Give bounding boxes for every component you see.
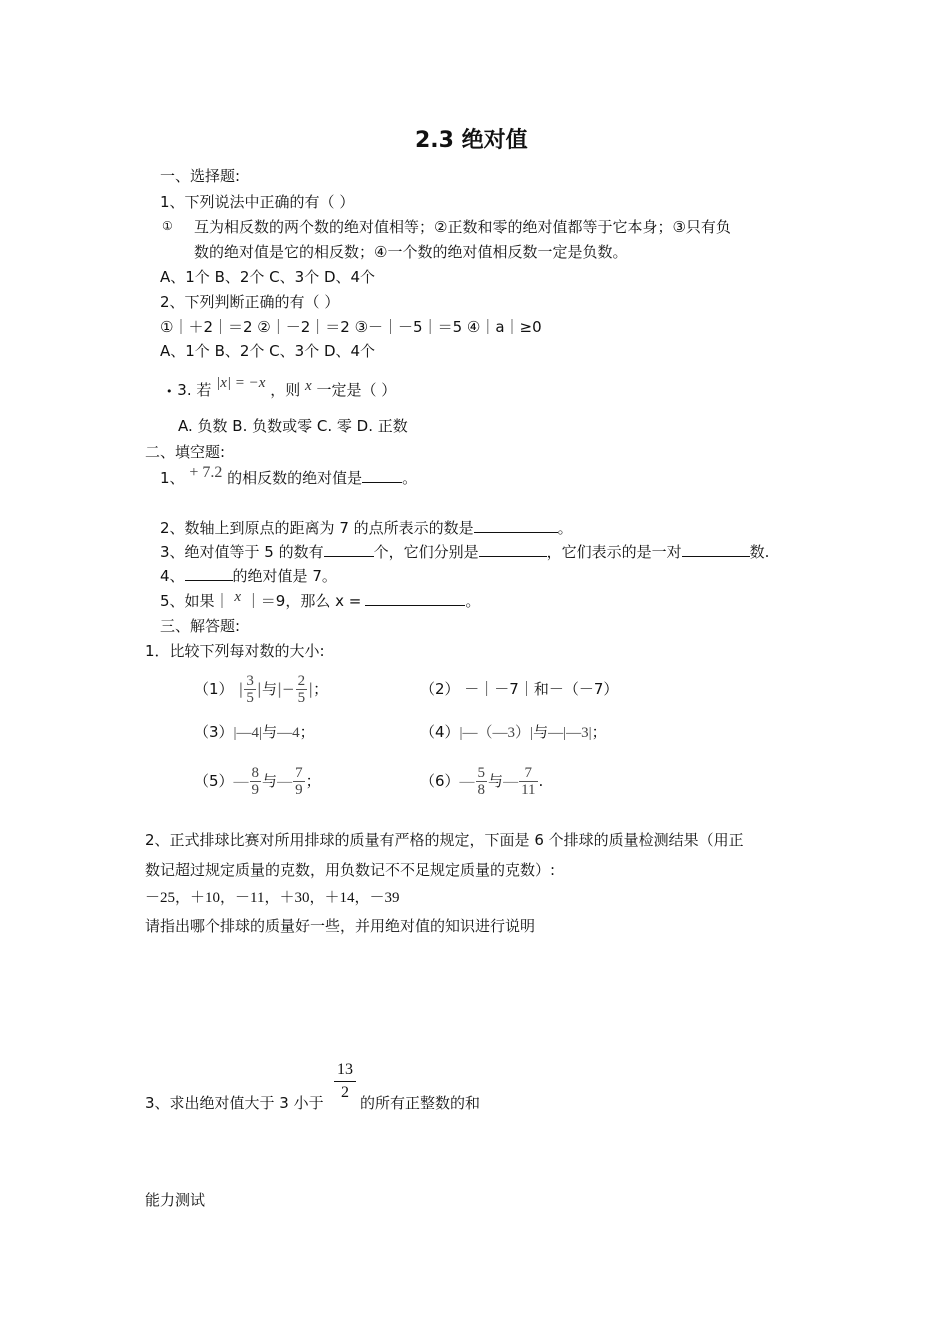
f3-text-d: 数.: [749, 543, 770, 561]
p3-numerator: 13: [334, 1061, 356, 1082]
f4-text-b: 的绝对值是 7。: [232, 567, 337, 585]
p1-stem: 1．比较下列每对数的大小:: [145, 642, 325, 660]
compare-6: （6）— $\frac{5}{8}$ 与— $\frac{7}{11}$ .: [420, 765, 544, 798]
compare-1-end: ；: [313, 680, 329, 698]
compare-3-a: |—4|: [233, 725, 263, 741]
compare-6-mid: 与: [488, 772, 504, 790]
compare-5-end: ；: [305, 772, 321, 790]
compare-5: （5）— $\frac{8}{9}$ 与— $\frac{7}{9}$ ；: [194, 765, 321, 798]
compare-4-mid: 与: [533, 723, 549, 741]
q3-prefix: 3. 若: [177, 381, 212, 399]
compare-6-frac-a: $\frac{5}{8}$: [477, 765, 486, 798]
compare-3-b: —4: [277, 725, 300, 741]
f2-blank: [474, 518, 558, 533]
compare-4-label: （4）: [420, 723, 460, 741]
p3-fraction: [334, 1061, 356, 1102]
compare-3-label: （3）: [194, 723, 234, 741]
f5-blank: [365, 591, 465, 606]
compare-1-mid: 与: [261, 680, 277, 698]
compare-5-frac-b: $\frac{7}{9}$: [295, 765, 303, 798]
f4-text-a: 4、: [160, 567, 185, 585]
compare-6-label: （6）: [420, 772, 460, 790]
p3-denominator: 2: [341, 1084, 349, 1101]
compare-1-frac-b: $\frac{2}{5}$: [297, 673, 306, 706]
footer-label: 能力测试: [145, 1191, 206, 1209]
f2-line: [160, 518, 573, 538]
p2-values: －25，＋10，－11，＋30，＋14，－39: [145, 890, 400, 906]
compare-6-frac-b: $\frac{7}{11}$: [521, 765, 536, 798]
p2-line1: 2、正式排球比赛对所用排球的质量有严格的规定，下面是 6 个排球的质量检测结果（用正: [145, 831, 744, 849]
q1-line2: 数的绝对值是它的相反数；④一个数的绝对值相反数一定是负数。: [194, 243, 628, 261]
f5-line: [160, 591, 480, 612]
compare-1-label: （1）: [194, 680, 234, 698]
section-heading-choice: 一、选择题:: [160, 167, 241, 185]
compare-3-end: ；: [299, 723, 315, 741]
compare-5-label: （5）: [194, 772, 234, 790]
f3-line: [160, 542, 769, 562]
q1-stem: 1、下列说法中正确的有（ ）: [160, 193, 355, 211]
p3-text-b: 的所有正整数的和: [360, 1094, 481, 1112]
compare-5-frac-a: $\frac{8}{9}$: [251, 765, 260, 798]
q2-items: ①｜＋2｜＝2 ②｜－2｜＝2 ③－｜－5｜＝5 ④｜a｜≥0: [160, 318, 542, 336]
compare-1: （1） | $\frac{3}{5}$ |与|− $\frac{2}{5}$ |；: [194, 673, 329, 706]
f5-var: x: [234, 589, 241, 605]
q2-options: A、1个 B、2个 C、3个 D、4个: [160, 342, 376, 360]
q3-line: [166, 375, 397, 402]
q1-options: A、1个 B、2个 C、3个 D、4个: [160, 268, 376, 286]
q3-suffix: 一定是（ ）: [316, 381, 397, 399]
f2-end: 。: [557, 519, 573, 537]
p3-text-a: 3、求出绝对值大于 3 小于: [145, 1094, 324, 1112]
q2-stem: 2、下列判断正确的有（ ）: [160, 293, 340, 311]
compare-4-a: |—（—3）|: [459, 725, 534, 741]
compare-5-mid: 与: [262, 772, 278, 790]
f3-text-a: 3、绝对值等于 5 的数有: [160, 543, 324, 561]
f5-end: 。: [465, 592, 481, 610]
f1-end: 。: [402, 469, 418, 487]
f5-text-b: ｜＝9，那么 x =: [245, 592, 362, 610]
q3-var: x: [305, 378, 312, 394]
compare-4-b: —|—3|: [548, 725, 592, 741]
f1-prefix: 1、: [160, 469, 185, 487]
compare-4-end: ；: [591, 723, 607, 741]
p2-ask: 请指出哪个排球的质量好一些，并用绝对值的知识进行说明: [145, 917, 536, 935]
q1-marker: ①: [162, 219, 173, 233]
f1-line: [160, 464, 418, 489]
f3-blank-2: [479, 542, 547, 557]
q3-options: A. 负数 B. 负数或零 C. 零 D. 正数: [178, 417, 408, 435]
compare-3: [194, 722, 315, 743]
q1-line1: 互为相反数的两个数的绝对值相等；②正数和零的绝对值都等于它本身；③只有负: [194, 218, 731, 236]
compare-4: [420, 722, 607, 743]
f3-text-b: 个，它们分别是: [373, 543, 479, 561]
f1-blank: [362, 468, 402, 483]
compare-6-end: .: [538, 772, 544, 790]
section-heading-fill: 二、填空题:: [145, 443, 226, 461]
section-heading-answer: 三、解答题:: [160, 617, 241, 635]
q3-middle: ，则: [270, 381, 301, 399]
f1-value: + 7.2: [189, 464, 223, 481]
q3-bullet: •: [166, 385, 173, 398]
compare-3-mid: 与: [262, 723, 278, 741]
compare-2: （2） －｜－7｜和－（－7）: [420, 680, 619, 698]
compare-1-frac-a: $\frac{3}{5}$: [246, 673, 254, 706]
f1-text: 的相反数的绝对值是: [227, 469, 363, 487]
f3-blank-1: [324, 542, 374, 557]
f4-line: [160, 566, 337, 586]
q3-formula: |x| = −x: [216, 375, 266, 391]
page-title: 2.3 绝对值: [415, 128, 528, 153]
f5-text-a: 5、如果｜: [160, 592, 230, 610]
f3-blank-3: [682, 542, 750, 557]
f2-text: 2、数轴上到原点的距离为 7 的点所表示的数是: [160, 519, 474, 537]
f3-text-c: ，它们表示的是一对: [546, 543, 682, 561]
f4-blank: [185, 566, 233, 581]
p2-line2: 数记超过规定质量的克数，用负数记不不足规定质量的克数）:: [145, 861, 556, 879]
